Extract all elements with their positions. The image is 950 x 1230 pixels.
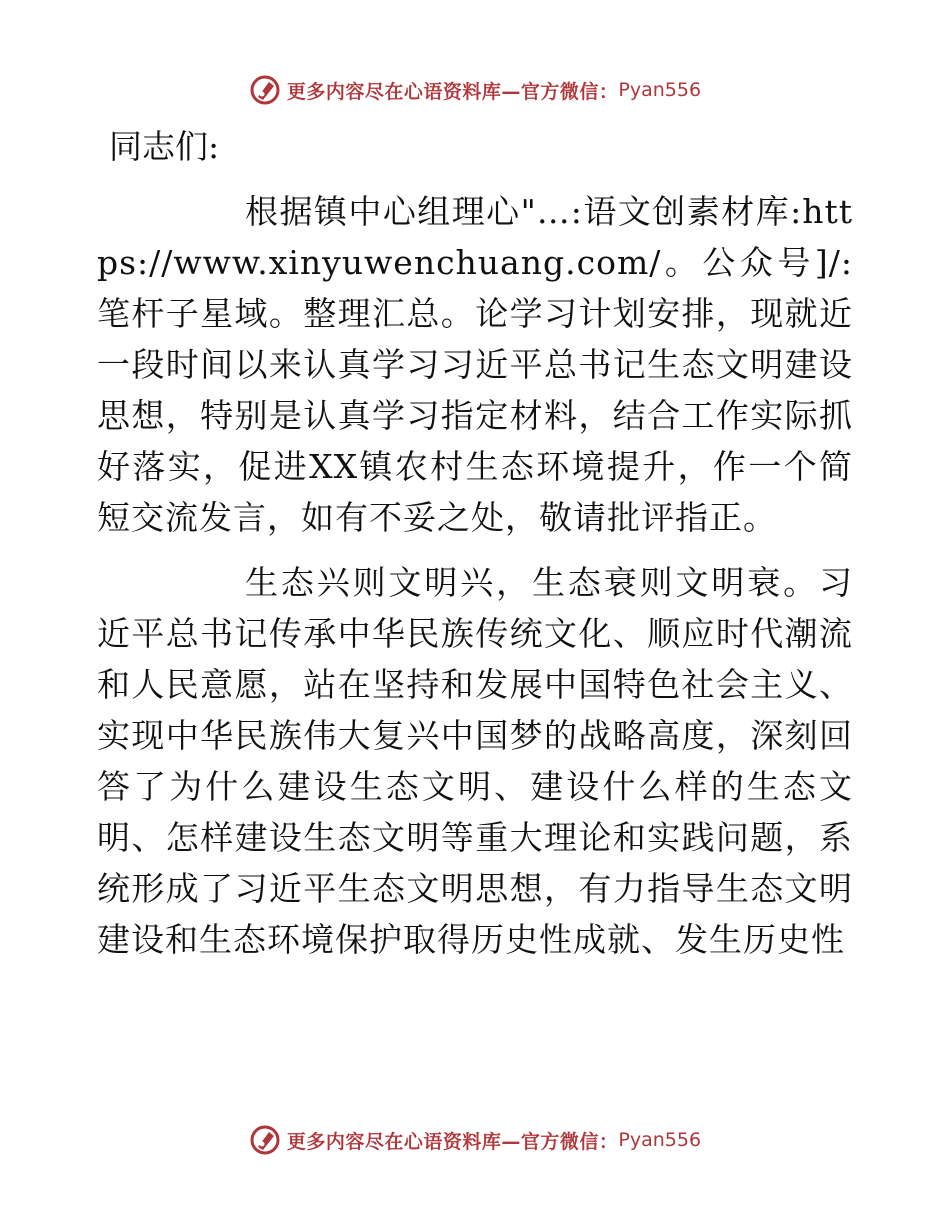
- letter-greeting: 同志们:: [109, 127, 220, 166]
- header-banner-contact: Pyan556: [618, 79, 702, 101]
- document-body: [97, 122, 853, 979]
- footer-banner-contact: Pyan556: [618, 1129, 702, 1151]
- footer-banner-text: 更多内容尽在心语资料库—官方微信：: [286, 1130, 619, 1153]
- paragraph-2: 生态兴则文明兴，生态衰则文明衰。习近平总书记传承中华民族传统文化、顺应时代潮流和人民意愿，站在坚持和发展中国特色社会主义、实现中华民族伟大复兴中国梦的战略高度，深刻回答了为什么建设生态文明、建设什么样的生态文明、怎样建设生态文明等重大理论和实践问题，系统形成了习近平生态文明思想，有力指导生态文明建设和生态环境保护取得历史性成就、发生历史性: [97, 563, 853, 959]
- header-watermark-banner: [0, 70, 950, 110]
- footer-watermark-banner: [0, 1120, 950, 1160]
- paragraph-1: 根据镇中心组理心"…:语文创素材库:https://www.xinyuwenchuang.com/。公众号]/:笔杆子星域。整理汇总。论学习计划安排，现就近一段时间以来认真学习习近平总书记生态文明建设思想，特别是认真学习指定材料，结合工作实际抓好落实，促进XX镇农村生态环境提升，作一个简短交流发言，如有不妥之处，敬请批评指正。: [97, 192, 853, 537]
- header-banner-text: 更多内容尽在心语资料库—官方微信：: [286, 80, 619, 103]
- pen-nib-logo-icon: [249, 74, 281, 106]
- pen-nib-logo-icon: [249, 1124, 281, 1156]
